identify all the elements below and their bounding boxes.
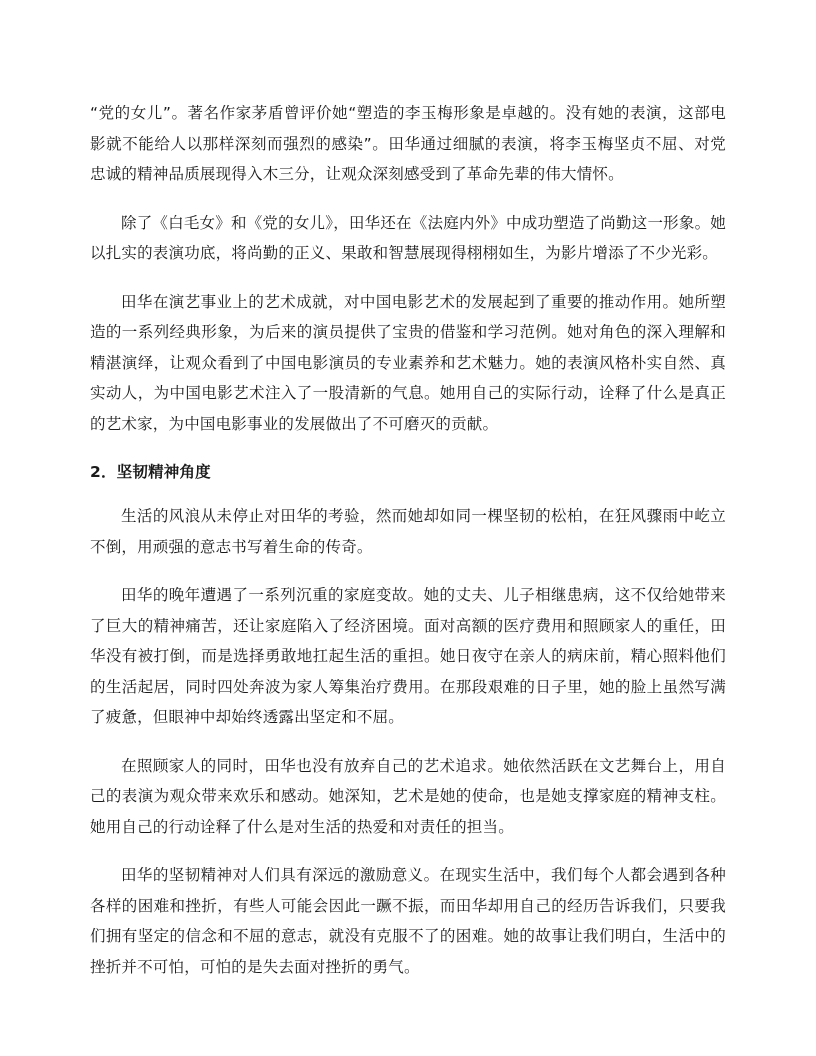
paragraph-life-trials: 生活的风浪从未停止对田华的考验，然而她却如同一棵坚韧的松柏，在狂风骤雨中屹立不倒，用顽强的意志书写着生命的传奇。 [90,507,726,556]
paragraph-art-pursuit: 在照顾家人的同时，田华也没有放弃自己的艺术追求。她依然活跃在文艺舞台上，用自己的表演为观众带来欢乐和感动。她深知，艺术是她的使命，也是她支撑家庭的精神支柱。她用自己的行动诠释了什么是对生活的热爱和对责任的担当。 [90,756,726,836]
document-page [90,98,726,1000]
paragraph-family-hardship: 田华的晚年遭遇了一系列沉重的家庭变故。她的丈夫、儿子相继患病，这不仅给她带来了巨大的精神痛苦，还让家庭陷入了经济困境。面对高额的医疗费用和照顾家人的重任，田华没有被打倒，而是选择勇敢地扛起生活的重担。她日夜守在亲人的病床前，精心照料他们的生活起居，同时四处奔波为家人筹集治疗费用。在那段艰难的日子里，她的脸上虽然写满了疲惫，但眼神中却始终透露出坚定和不屈。 [90,586,726,726]
paragraph-artistic-achievement: 田华在演艺事业上的艺术成就，对中国电影艺术的发展起到了重要的推动作用。她所塑造的一系列经典形象，为后来的演员提供了宝贵的借鉴和学习范例。她对角色的深入理解和精湛演绎，让观众看到了中国电影演员的专业素养和艺术魅力。她的表演风格朴实自然、真实动人，为中国电影艺术注入了一股清新的气息。她用自己的实际行动，诠释了什么是真正的艺术家，为中国电影事业的发展做出了不可磨灭的贡献。 [90,292,726,433]
section-heading-resilience: 2．坚韧精神角度 [90,463,211,481]
paragraph-party-daughter-review: “党的女儿”。著名作家茅盾曾评价她“塑造的李玉梅形象是卓越的。没有她的表演，这部电影就不能给人以那样深刻而强烈的感染”。田华通过细腻的表演，将李玉梅坚贞不屈、对党忠诚的精神品质展现得入木三分，让观众深刻感受到了革命先辈的伟大情怀。 [90,104,726,183]
paragraph-court-role: 除了《白毛女》和《党的女儿》，田华还在《法庭内外》中成功塑造了尚勤这一形象。她以扎实的表演功底，将尚勤的正义、果敢和智慧展现得栩栩如生，为影片增添了不少光彩。 [90,213,726,262]
paragraph-inspiration: 田华的坚韧精神对人们具有深远的激励意义。在现实生活中，我们每个人都会遇到各种各样的困难和挫折，有些人可能会因此一蹶不振，而田华却用自己的经历告诉我们，只要我们拥有坚定的信念和不屈的意志，就没有克服不了的困难。她的故事让我们明白，生活中的挫折并不可怕，可怕的是失去面对挫折的勇气。 [90,866,726,976]
